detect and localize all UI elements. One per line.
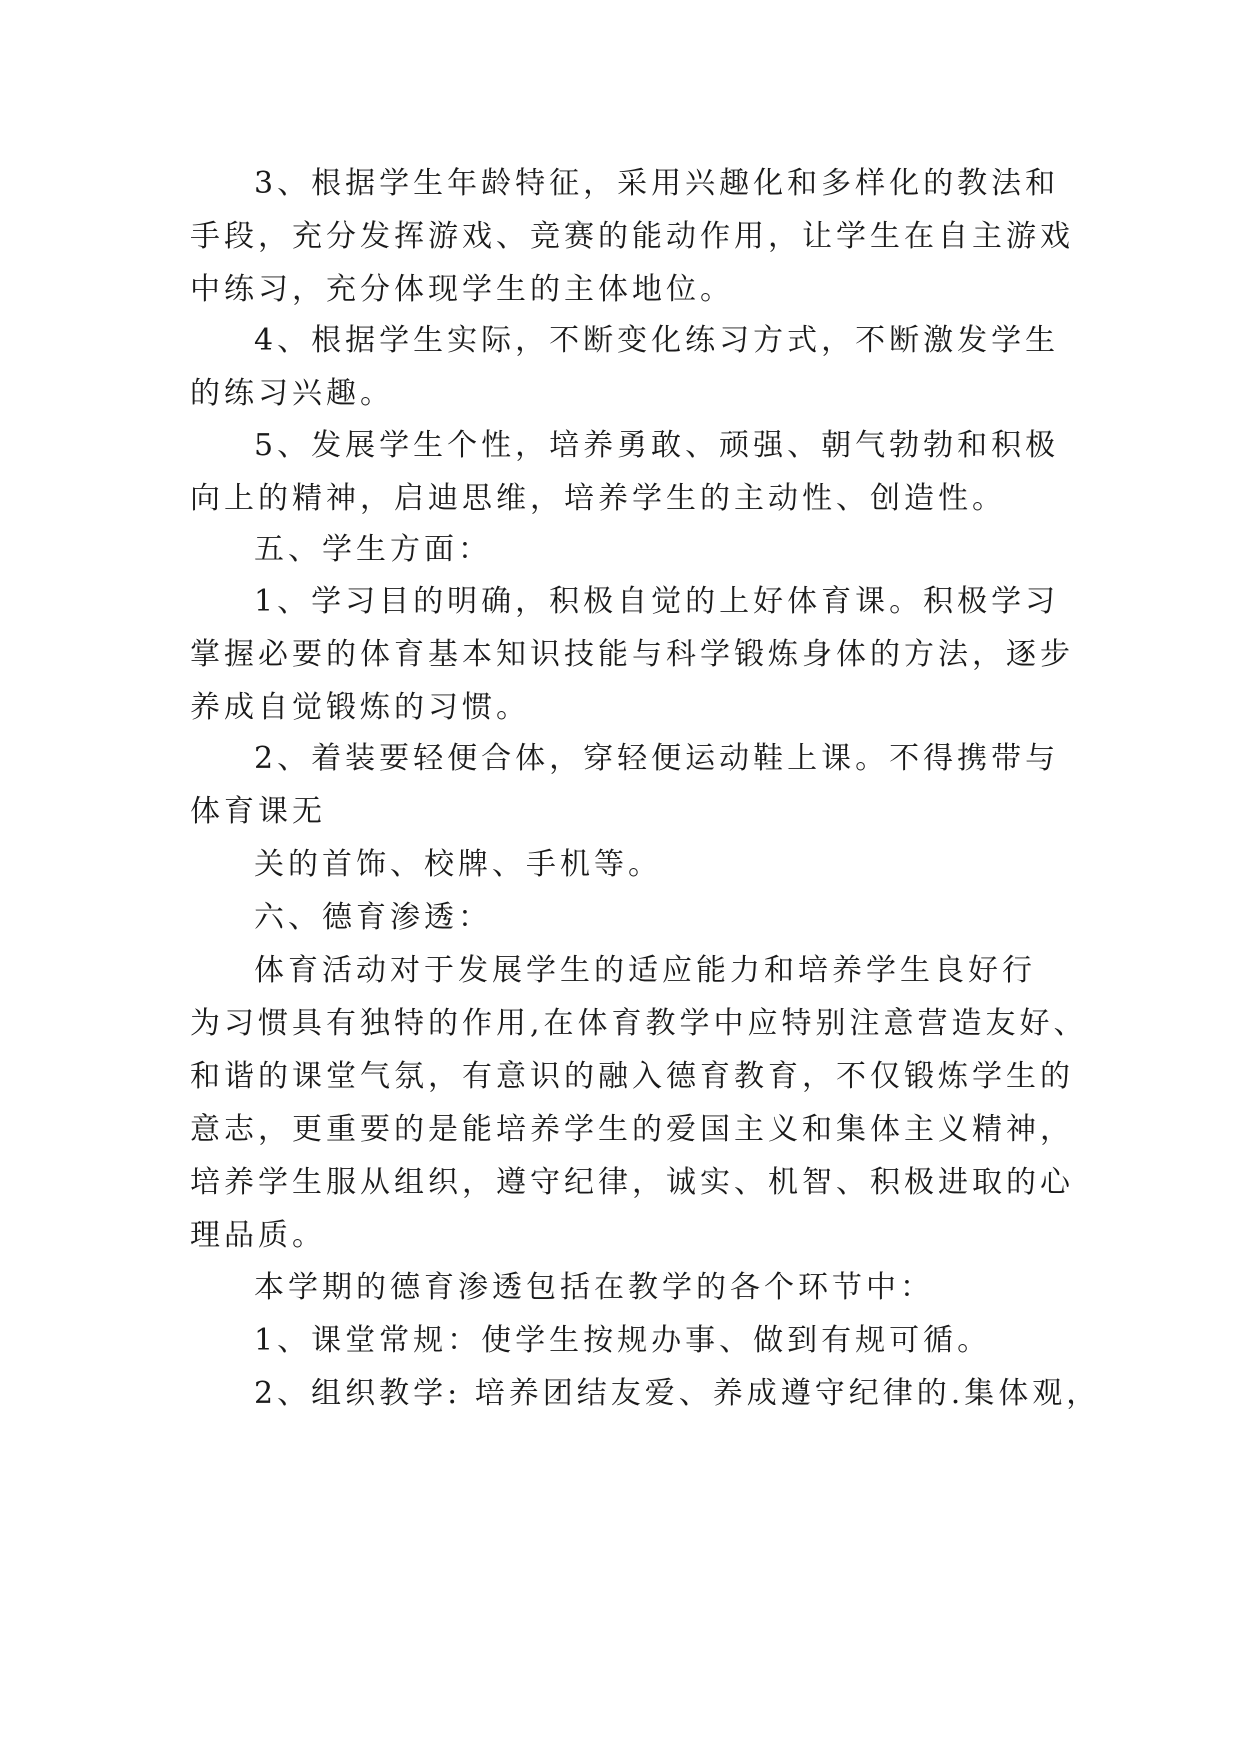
text-line: 2、着装要轻便合体，穿轻便运动鞋上课。不得携带与 <box>254 741 1060 776</box>
text-line: 4、根据学生实际，不断变化练习方式，不断激发学生 <box>254 323 1060 358</box>
text-line: 体育活动对于发展学生的适应能力和培养学生良好行 <box>254 953 1036 988</box>
text-line: 六、德育渗透： <box>254 900 492 935</box>
text-line: 五、学生方面： <box>254 532 492 567</box>
text-line: 关的首饰、校牌、手机等。 <box>254 847 662 882</box>
text-line: 掌握必要的体育基本知识技能与科学锻炼身体的方法，逐步 <box>190 637 1074 672</box>
text-line: 5、发展学生个性，培养勇敢、顽强、朝气勃勃和积极 <box>254 428 1060 463</box>
text-line: 向上的精神，启迪思维，培养学生的主动性、创造性。 <box>190 481 1006 516</box>
text-line: 培养学生服从组织，遵守纪律，诚实、机智、积极进取的心 <box>190 1165 1074 1200</box>
text-line: 1、学习目的明确，积极自觉的上好体育课。积极学习 <box>254 584 1060 619</box>
text-line: 中练习，充分体现学生的主体地位。 <box>190 272 734 307</box>
text-line: 1、课堂常规：使学生按规办事、做到有规可循。 <box>254 1323 992 1358</box>
text-line: 3、根据学生年龄特征，采用兴趣化和多样化的教法和 <box>254 166 1060 201</box>
text-line: 的练习兴趣。 <box>190 376 394 411</box>
text-line: 体育课无 <box>190 794 326 829</box>
text-line: 养成自觉锻炼的习惯。 <box>190 690 530 725</box>
text-line: 理品质。 <box>190 1218 326 1253</box>
text-line: 意志，更重要的是能培养学生的爱国主义和集体主义精神， <box>190 1112 1074 1147</box>
text-line: 2、组织教学: 培养团结友爱、养成遵守纪律的.集体观， <box>254 1376 1101 1411</box>
text-line: 手段，充分发挥游戏、竞赛的能动作用，让学生在自主游戏 <box>190 219 1074 254</box>
text-line: 本学期的德育渗透包括在教学的各个环节中： <box>254 1270 934 1305</box>
text-line: 为习惯具有独特的作用,在体育教学中应特别注意营造友好、 <box>190 1006 1088 1041</box>
text-line: 和谐的课堂气氛，有意识的融入德育教育，不仅锻炼学生的 <box>190 1059 1074 1094</box>
